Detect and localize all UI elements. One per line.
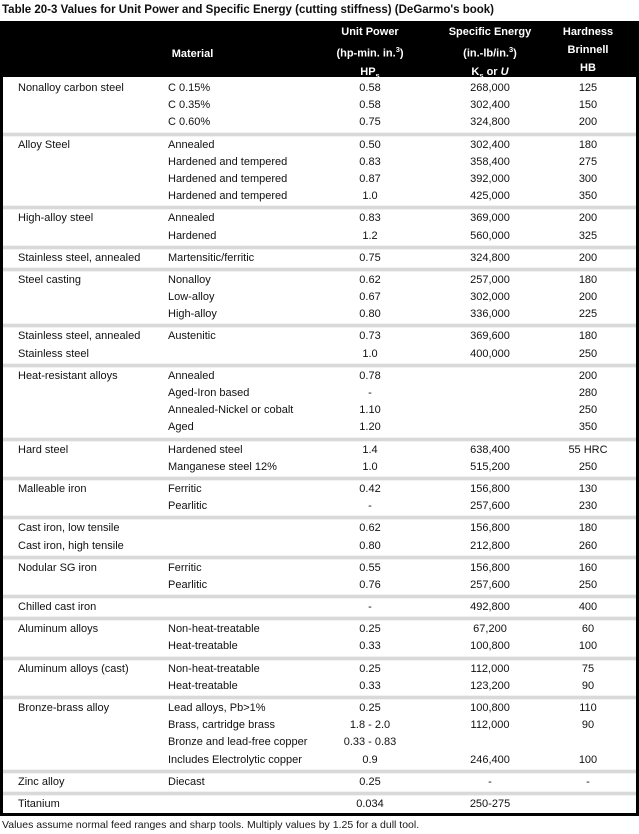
material-cell (15, 498, 168, 515)
specific-energy-cell: 302,400 (470, 99, 510, 112)
hardness-cell: 180 (578, 330, 598, 343)
hardness-cell: 180 (578, 522, 598, 535)
table-row (3, 700, 636, 717)
description-cell: Hardened and tempered (168, 155, 288, 168)
material-cell (15, 638, 168, 655)
specific-energy-cell: 400,000 (470, 347, 510, 360)
description-cell (168, 538, 310, 555)
hardness-cell: 110 (579, 702, 597, 714)
description-cell: Annealed (168, 212, 215, 225)
material-cell (15, 188, 168, 205)
material-cell: Cast iron, low tensile (18, 522, 120, 535)
table-row (3, 402, 636, 419)
col-header-material (15, 48, 310, 60)
unit-power-cell: 0.55 (359, 561, 381, 574)
specific-energy-cell: 358,400 (470, 155, 510, 168)
specific-energy-cell (430, 402, 550, 419)
description-cell: Ferritic (168, 482, 202, 495)
table-row (3, 734, 636, 751)
table-row (3, 577, 636, 594)
unit-power-cell: 0.25 (359, 702, 381, 714)
unit-power-cell: 0.83 (359, 212, 381, 225)
table-row (3, 154, 636, 171)
description-cell: Non-heat-treatable (168, 623, 260, 636)
material-cell (15, 306, 168, 323)
unit-power-cell: 0.42 (359, 482, 381, 495)
unit-power-cell: 0.80 (359, 539, 381, 552)
hardness-cell: 55 HRC (568, 443, 608, 456)
table-row (3, 385, 636, 402)
table-row (3, 538, 636, 555)
specific-energy-cell: 257,600 (470, 578, 510, 591)
unit-power-line3: $HP_s$ (360, 65, 380, 80)
description-cell: Diecast (168, 775, 205, 788)
hardness-cell: 275 (578, 155, 598, 168)
material-cell (15, 717, 168, 734)
specific-energy-cell: 324,800 (470, 116, 510, 129)
material-cell: Nodular SG iron (18, 561, 97, 574)
description-cell: Annealed (168, 369, 215, 382)
hardness-cell: 160 (578, 561, 598, 574)
hardness-cell: 250 (578, 347, 598, 360)
description-cell: C 0.15% (168, 82, 211, 94)
specific-energy-cell: 515,200 (470, 460, 510, 473)
specific-energy-cell: 369,000 (470, 212, 510, 225)
hardness-cell: 90 (581, 679, 595, 692)
material-cell: Cast iron, high tensile (18, 539, 124, 552)
table-row (3, 481, 636, 498)
material-cell: High-alloy steel (18, 212, 94, 225)
hardness-cell: 260 (578, 539, 598, 552)
unit-power-cell: - (368, 387, 372, 399)
material-cell (15, 577, 168, 594)
table-row (3, 459, 636, 476)
material-cell (15, 171, 168, 188)
hardness-cell (550, 796, 626, 813)
hardness-cell: 150 (578, 99, 598, 112)
material-cell: Chilled cast iron (18, 601, 97, 614)
unit-power-cell: 1.0 (362, 460, 378, 473)
hardness-cell: 230 (578, 500, 598, 513)
hardness-cell: 130 (578, 482, 598, 495)
table-row (3, 171, 636, 188)
specific-energy-cell: 302,000 (470, 291, 510, 304)
table-row (3, 210, 636, 227)
unit-power-cell: 1.20 (359, 421, 381, 434)
description-cell (168, 520, 310, 537)
specific-energy-cell: - (488, 775, 492, 788)
specific-energy-cell: 123,200 (470, 679, 510, 692)
table-row (3, 796, 636, 813)
specific-energy-cell: 257,000 (470, 273, 510, 286)
table-footnote: Values assume normal feed ranges and sharp tools. Multiply values by 1.25 for a dull tool. (2, 819, 420, 832)
specific-energy-cell: 156,800 (470, 482, 510, 495)
table-row (3, 328, 636, 345)
unit-power-cell: 0.33 (359, 679, 381, 692)
specific-energy-cell (430, 734, 550, 751)
description-cell: High-alloy (168, 308, 217, 321)
hardness-cell: 200 (578, 212, 598, 225)
material-cell (15, 678, 168, 695)
specific-energy-line2: (in.-lb/in.$^3$) (463, 45, 517, 60)
hardness-cell: 250 (578, 460, 598, 473)
description-cell: Hardened and tempered (168, 172, 288, 185)
table-row (3, 638, 636, 655)
table-row (3, 717, 636, 734)
table-row (3, 80, 636, 97)
material-cell: Aluminum alloys (cast) (18, 662, 129, 675)
unit-power-line1: Unit Power (341, 26, 399, 38)
description-cell: Martensitic/ferritic (168, 251, 255, 264)
description-cell: Annealed-Nickel or cobalt (168, 404, 294, 417)
description-cell: Hardened and tempered (168, 190, 288, 203)
hardness-cell: - (586, 775, 590, 788)
table-row (3, 520, 636, 537)
hardness-cell: 250 (578, 404, 598, 417)
specific-energy-cell: 112,000 (470, 662, 510, 675)
hardness-cell: 125 (578, 82, 598, 94)
description-cell: Austenitic (168, 330, 216, 343)
material-cell: Nonalloy carbon steel (18, 82, 124, 94)
unit-power-cell: 1.2 (362, 229, 378, 242)
material-cell: Heat-resistant alloys (18, 369, 118, 382)
material-cell (15, 289, 168, 306)
description-cell: Aged (168, 421, 194, 434)
material-cell (15, 402, 168, 419)
material-cell: Titanium (18, 797, 60, 810)
description-cell: C 0.60% (168, 116, 211, 129)
table-row (3, 752, 636, 769)
specific-energy-cell (430, 419, 550, 436)
unit-power-cell: 0.62 (359, 273, 381, 286)
hardness-cell: 100 (578, 640, 598, 653)
hardness-cell: 200 (578, 291, 598, 304)
table-row (3, 97, 636, 114)
table-row (3, 678, 636, 695)
description-cell: Hardened steel (168, 443, 243, 456)
specific-energy-cell: 638,400 (470, 443, 510, 456)
hardness-cell: 180 (578, 273, 598, 286)
description-cell: Pearlitic (168, 578, 208, 591)
table-row (3, 774, 636, 791)
hardness-cell: 90 (581, 719, 595, 732)
table-title: Table 20-3 Values for Unit Power and Specific Energy (cutting stiffness) (DeGarmo's book) (2, 4, 495, 16)
specific-energy-cell: 560,000 (470, 229, 510, 242)
description-cell: Nonalloy (168, 273, 211, 286)
description-cell: Bronze and lead-free copper (168, 736, 308, 749)
material-cell (15, 419, 168, 436)
hardness-line3: HB (580, 62, 596, 74)
material-cell (15, 154, 168, 171)
unit-power-cell: 0.78 (359, 369, 381, 382)
col-header-unit-power (310, 23, 430, 85)
hardness-cell: 250 (578, 578, 598, 591)
specific-energy-cell: 268,000 (470, 82, 510, 94)
hardness-cell: 400 (578, 601, 598, 614)
hardness-line1: Hardness (562, 26, 614, 38)
material-cell: Alloy Steel (18, 138, 70, 151)
hardness-cell: 350 (578, 190, 598, 203)
table-row (3, 188, 636, 205)
unit-power-cell: 0.25 (359, 775, 381, 788)
specific-energy-cell (430, 385, 550, 402)
table-row (3, 661, 636, 678)
table-row (3, 306, 636, 323)
hardness-line2: Brinnell (567, 44, 609, 56)
unit-power-cell: 0.87 (359, 172, 381, 185)
unit-power-cell: 0.25 (359, 623, 381, 636)
unit-power-cell: 0.83 (359, 155, 381, 168)
table-row (3, 228, 636, 245)
table-row (3, 560, 636, 577)
hardness-cell: 225 (578, 308, 598, 321)
table-row (3, 442, 636, 459)
material-cell (15, 752, 168, 769)
material-cell (15, 114, 168, 131)
description-cell: Annealed (168, 138, 215, 151)
table-row (3, 289, 636, 306)
unit-power-cell: 0.76 (359, 578, 381, 591)
table-row (3, 137, 636, 154)
unit-power-cell: 1.8 - 2.0 (349, 719, 391, 732)
description-cell: Non-heat-treatable (168, 662, 260, 675)
specific-energy-cell (430, 368, 550, 385)
description-cell: Manganese steel 12% (168, 460, 277, 473)
specific-energy-cell: 100,800 (470, 640, 510, 653)
specific-energy-cell: 112,000 (470, 719, 510, 732)
table-body (3, 79, 636, 813)
hardness-cell: 350 (578, 421, 598, 434)
specific-energy-cell: 324,800 (470, 251, 510, 264)
unit-power-cell: 0.62 (359, 522, 381, 535)
col-header-specific-energy (430, 23, 550, 85)
specific-energy-cell: 212,800 (470, 539, 510, 552)
description-cell: Pearlitic (168, 500, 208, 513)
material-cell: Stainless steel (18, 347, 89, 360)
material-cell: Stainless steel, annealed (18, 251, 141, 264)
description-cell: Brass, cartridge brass (168, 719, 275, 732)
table-row (3, 419, 636, 436)
material-cell: Steel casting (18, 273, 81, 286)
material-cell (15, 459, 168, 476)
specific-energy-cell: 492,800 (470, 601, 510, 614)
material-cell: Stainless steel, annealed (18, 330, 141, 343)
specific-energy-line3: $K_s$ or U (471, 65, 509, 80)
unit-power-cell: 0.034 (356, 797, 384, 810)
unit-power-cell: 0.80 (359, 308, 381, 321)
hardness-cell: 325 (578, 229, 598, 242)
description-cell (168, 599, 310, 616)
material-cell (15, 228, 168, 245)
unit-power-cell: 1.0 (362, 190, 378, 203)
unit-power-cell: 1.0 (362, 347, 378, 360)
description-cell (168, 796, 310, 813)
table-row (3, 498, 636, 515)
unit-power-cell: 0.73 (359, 330, 381, 343)
data-table (0, 21, 639, 816)
material-cell (15, 385, 168, 402)
specific-energy-cell: 302,400 (470, 138, 510, 151)
specific-energy-cell: 257,600 (470, 500, 510, 513)
col-header-hardness (550, 23, 626, 85)
hardness-cell: 180 (578, 138, 598, 151)
table-row (3, 368, 636, 385)
hardness-cell: 200 (578, 251, 598, 264)
specific-energy-cell: 392,000 (470, 172, 510, 185)
specific-energy-cell: 250-275 (469, 797, 511, 810)
unit-power-cell: 0.75 (359, 251, 381, 264)
unit-power-cell: - (368, 500, 372, 513)
description-cell: Lead alloys, Pb>1% (168, 702, 266, 714)
specific-energy-cell: 100,800 (470, 702, 510, 714)
unit-power-cell: - (368, 601, 372, 614)
table-row (3, 621, 636, 638)
specific-energy-cell: 369,600 (470, 330, 510, 343)
table-row (3, 272, 636, 289)
hardness-cell: 200 (578, 116, 598, 129)
unit-power-cell: 0.25 (359, 662, 381, 675)
table-row (3, 114, 636, 131)
description-cell: C 0.35% (168, 99, 211, 112)
description-cell: Low-alloy (168, 291, 215, 304)
description-cell: Hardened (168, 229, 217, 242)
specific-energy-cell: 425,000 (470, 190, 510, 203)
description-cell: Ferritic (168, 561, 202, 574)
material-header-label: Material (171, 47, 214, 60)
hardness-cell (550, 734, 626, 751)
hardness-cell: 200 (578, 369, 598, 382)
table-row (3, 250, 636, 267)
description-cell (168, 346, 310, 363)
specific-energy-line1: Specific Energy (448, 26, 532, 38)
table-row (3, 599, 636, 616)
unit-power-cell: 0.58 (359, 99, 381, 112)
material-cell: Malleable iron (18, 482, 87, 495)
material-cell: Bronze-brass alloy (18, 702, 110, 714)
unit-power-cell: 0.50 (359, 138, 381, 151)
unit-power-cell: 0.9 (362, 753, 378, 766)
description-cell: Heat-treatable (168, 640, 238, 653)
specific-energy-cell: 156,800 (470, 561, 510, 574)
specific-energy-cell: 246,400 (470, 753, 510, 766)
description-cell: Includes Electrolytic copper (168, 753, 302, 766)
unit-power-cell: 0.67 (359, 291, 381, 304)
hardness-cell: 60 (581, 623, 595, 636)
material-cell: Aluminum alloys (18, 623, 99, 636)
unit-power-cell: 1.10 (359, 404, 381, 417)
hardness-cell: 75 (581, 662, 595, 675)
hardness-cell: 100 (578, 753, 598, 766)
specific-energy-cell: 156,800 (470, 522, 510, 535)
table-row (3, 346, 636, 363)
material-cell (15, 734, 168, 751)
description-cell: Heat-treatable (168, 679, 238, 692)
description-cell: Aged-Iron based (168, 387, 250, 399)
unit-power-cell: 1.4 (362, 443, 378, 456)
hardness-cell: 280 (578, 387, 598, 399)
unit-power-cell: 0.33 - 0.83 (343, 736, 397, 749)
hardness-cell: 300 (578, 172, 598, 185)
specific-energy-cell: 67,200 (473, 623, 507, 636)
unit-power-cell: 0.33 (359, 640, 381, 653)
material-cell: Hard steel (18, 443, 69, 456)
unit-power-line2: (hp-min. in.$^3$) (336, 45, 404, 60)
unit-power-cell: 0.75 (359, 116, 381, 129)
unit-power-cell: 0.58 (359, 82, 381, 94)
material-cell (15, 97, 168, 114)
material-cell: Zinc alloy (18, 775, 65, 788)
specific-energy-cell: 336,000 (470, 308, 510, 321)
table-header-row (3, 21, 636, 79)
